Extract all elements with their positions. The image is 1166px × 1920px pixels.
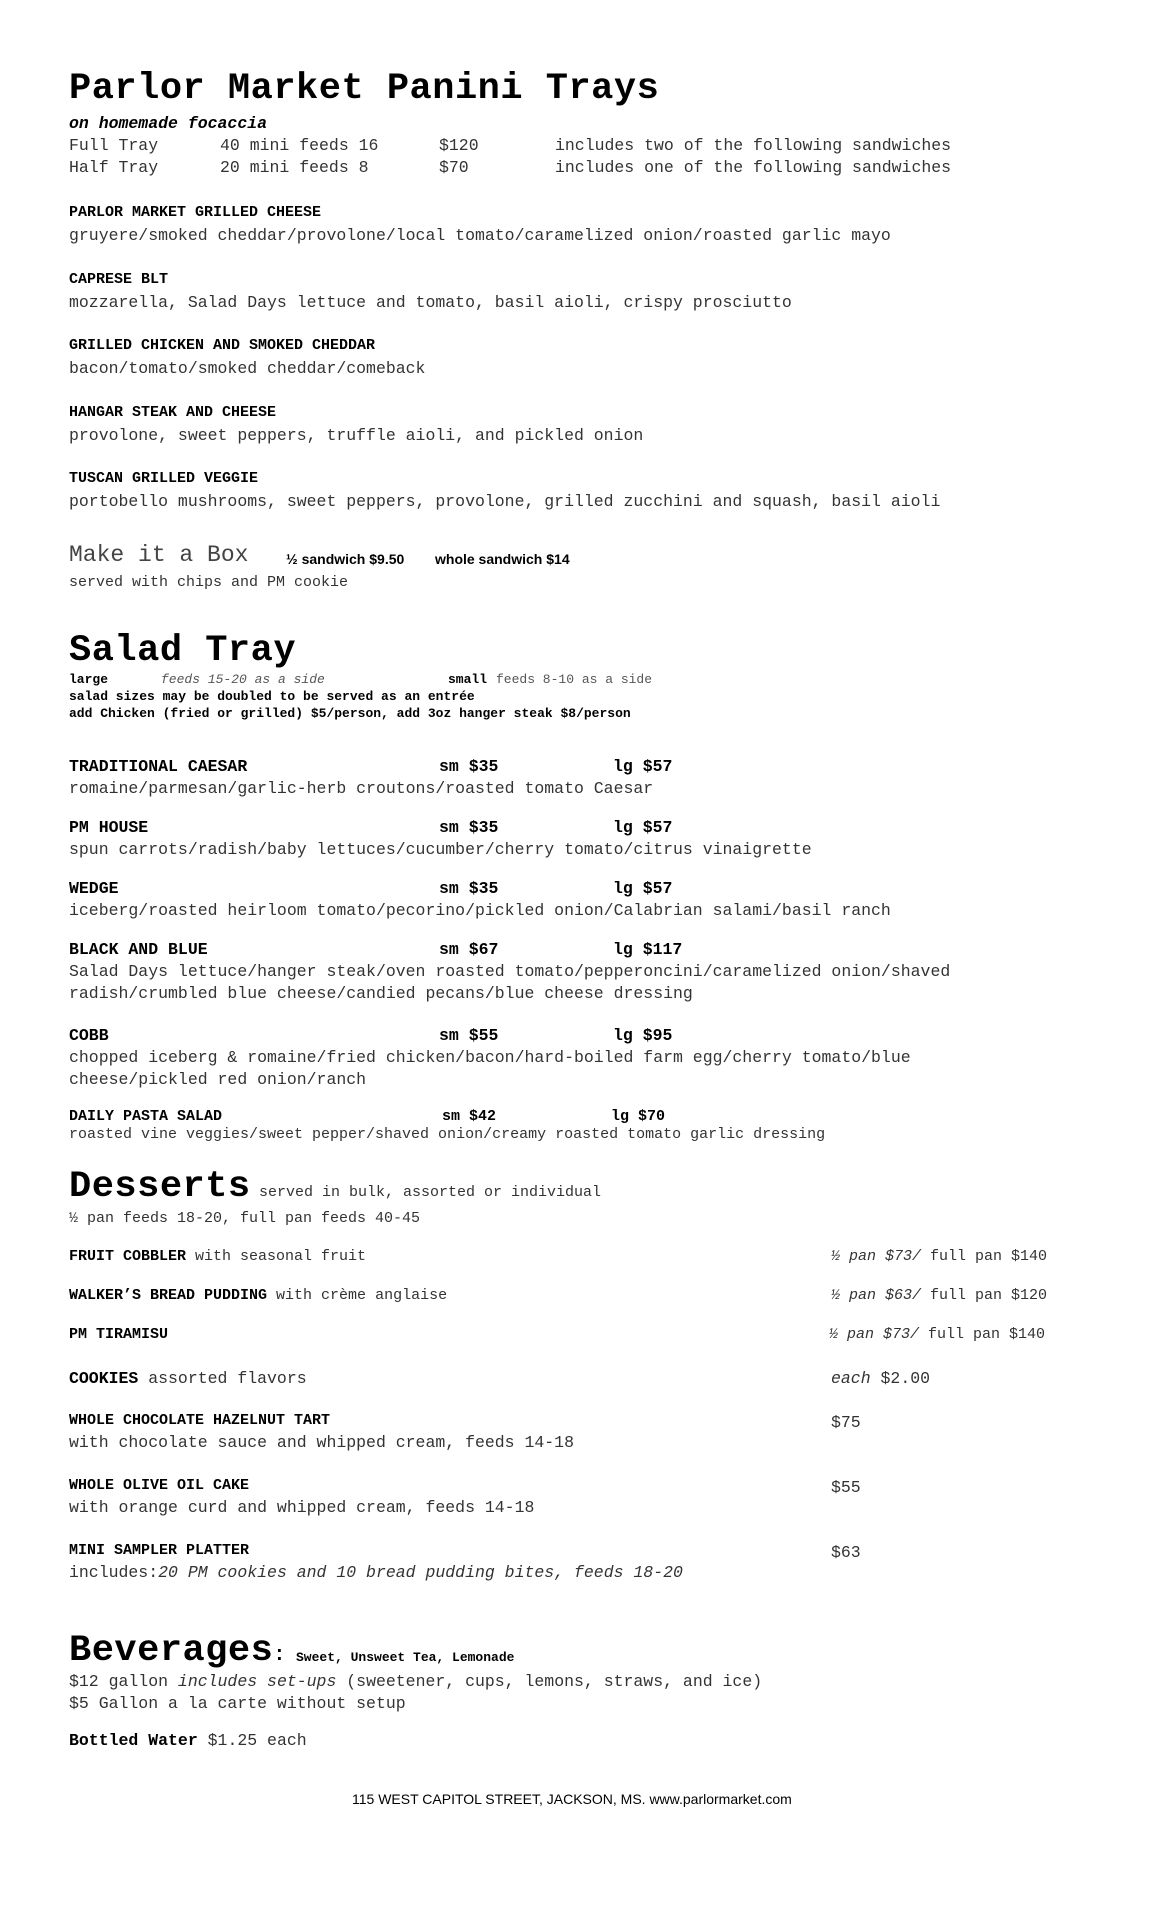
dessert-special-name: MINI SAMPLER PLATTER: [69, 1542, 250, 1559]
salad-sm-price: sm $55: [439, 1026, 499, 1045]
salad-sm-price: sm $67: [439, 940, 499, 959]
water-price: $1.25 each: [197, 1731, 307, 1750]
sandwich-desc: gruyere/smoked cheddar/provolone/local tomato/caramelized onion/roasted garlic mayo: [69, 226, 891, 245]
dessert-special-name: WHOLE OLIVE OIL CAKE: [69, 1477, 250, 1494]
tray-half-size: 20 mini feeds 8: [220, 158, 369, 177]
salad-lg-price: lg $70: [611, 1108, 666, 1125]
dessert-price-half: ½ pan $63/: [831, 1287, 922, 1304]
salad-desc: Salad Days lettuce/hanger steak/oven roasted tomato/pepperoncini/caramelized onion/shaved: [69, 962, 951, 981]
dessert-price: [831, 1368, 930, 1390]
sandwich-desc: bacon/tomato/smoked cheddar/comeback: [69, 359, 426, 378]
salad-name: DAILY PASTA SALAD: [69, 1108, 223, 1125]
sandwich-name: TUSCAN GRILLED VEGGIE: [69, 470, 259, 487]
sampler-includes: includes:: [69, 1563, 159, 1582]
salad-small-label: small: [448, 672, 488, 687]
dessert-item: [69, 1368, 307, 1390]
dessert-special-price: $75: [831, 1413, 861, 1432]
panini-subtitle: on homemade focaccia: [69, 114, 268, 133]
dessert-item: [69, 1326, 168, 1343]
dessert-name: WALKER’S BREAD PUDDING: [69, 1287, 268, 1304]
sandwich-name: PARLOR MARKET GRILLED CHEESE: [69, 204, 322, 221]
dessert-detail: with seasonal fruit: [186, 1248, 367, 1265]
salad-sm-price: sm $35: [439, 879, 499, 898]
salad-note-addons: add Chicken (fried or grilled) $5/person, add 3oz hanger steak $8/person: [69, 706, 631, 721]
salad-sm-price: sm $35: [439, 757, 499, 776]
tray-full-note: includes two of the following sandwiches: [555, 136, 952, 155]
gallon-details: (sweetener, cups, lemons, straws, and ice): [336, 1672, 763, 1691]
dessert-price-each: each: [831, 1369, 871, 1388]
tray-half-price: $70: [439, 158, 469, 177]
salad-desc: chopped iceberg & romaine/fried chicken/bacon/hard-boiled farm egg/cherry tomato/blue: [69, 1048, 911, 1067]
tray-full-size: 40 mini feeds 16: [220, 136, 379, 155]
desserts-title-note: served in bulk, assorted or individual: [259, 1184, 602, 1201]
salad-lg-price: lg $57: [613, 818, 673, 837]
beverages-colon: :: [273, 1644, 286, 1667]
salad-sm-price: sm $35: [439, 818, 499, 837]
dessert-price-full: full pan $140: [921, 1248, 1048, 1265]
tray-half-note: includes one of the following sandwiches: [555, 158, 952, 177]
salad-desc: iceberg/roasted heirloom tomato/pecorino/pickled onion/Calabrian salami/basil ranch: [69, 901, 891, 920]
salad-desc: romaine/parmesan/garlic-herb croutons/roasted tomato Caesar: [69, 779, 654, 798]
salad-large-label: large: [69, 672, 109, 687]
dessert-price: [831, 1287, 1047, 1304]
dessert-price-half: ½ pan $73/: [831, 1248, 922, 1265]
dessert-name: FRUIT COBBLER: [69, 1248, 187, 1265]
dessert-detail: assorted flavors: [138, 1369, 307, 1388]
footer-address: 115 WEST CAPITOL STREET, JACKSON, MS. www.parlormarket.com: [352, 1791, 792, 1807]
tray-half-name: Half Tray: [69, 158, 159, 177]
dessert-name: COOKIES: [69, 1369, 139, 1388]
desserts-sizes: ½ pan feeds 18-20, full pan feeds 40-45: [69, 1210, 421, 1227]
salad-large-feeds: feeds 15-20 as a side: [161, 672, 325, 687]
salad-lg-price: lg $117: [613, 940, 683, 959]
salad-name: BLACK AND BLUE: [69, 940, 208, 959]
sandwich-desc: mozzarella, Salad Days lettuce and tomato, basil aioli, crispy prosciutto: [69, 293, 792, 312]
gallon-setups: includes set-ups: [177, 1672, 337, 1691]
salad-name: TRADITIONAL CAESAR: [69, 757, 248, 776]
gallon-price: $12 gallon: [69, 1672, 178, 1691]
salad-note-entree: salad sizes may be doubled to be served as an entrée: [69, 689, 475, 704]
dessert-special-desc: with orange curd and whipped cream, feeds 14-18: [69, 1498, 535, 1517]
dessert-price-full: full pan $120: [921, 1287, 1048, 1304]
dessert-item: [69, 1248, 366, 1265]
beverages-title: Beverages: [69, 1630, 274, 1672]
dessert-special-price: $55: [831, 1478, 861, 1497]
water-label: Bottled Water: [69, 1731, 198, 1750]
salad-lg-price: lg $57: [613, 757, 673, 776]
box-title: Make it a Box: [69, 542, 249, 568]
dessert-price-half: ½ pan $73/: [829, 1326, 920, 1343]
box-half-price: ½ sandwich $9.50: [286, 551, 405, 567]
dessert-detail: with crème anglaise: [267, 1287, 448, 1304]
salad-lg-price: lg $57: [613, 879, 673, 898]
salad-desc: roasted vine veggies/sweet pepper/shaved onion/creamy roasted tomato garlic dressing: [69, 1126, 826, 1143]
dessert-special-desc: [69, 1562, 683, 1584]
box-note: served with chips and PM cookie: [69, 574, 349, 591]
dessert-price: [831, 1248, 1047, 1265]
sampler-contents: 20 PM cookies and 10 bread pudding bites, feeds 18-20: [158, 1563, 683, 1582]
salad-sm-price: sm $42: [442, 1108, 497, 1125]
beverages-alacarte: $5 Gallon a la carte without setup: [69, 1694, 406, 1713]
salad-lg-price: lg $95: [613, 1026, 673, 1045]
sandwich-desc: provolone, sweet peppers, truffle aioli, and pickled onion: [69, 426, 644, 445]
beverages-heading: [69, 1630, 285, 1672]
bottled-water: [69, 1730, 307, 1752]
dessert-special-price: $63: [831, 1543, 861, 1562]
salad-name: COBB: [69, 1026, 109, 1045]
salad-name: WEDGE: [69, 879, 119, 898]
sandwich-desc: portobello mushrooms, sweet peppers, provolone, grilled zucchini and squash, basil aioli: [69, 492, 941, 511]
tray-full-price: $120: [439, 136, 479, 155]
salad-desc-cont: radish/crumbled blue cheese/candied pecans/blue cheese dressing: [69, 984, 693, 1003]
salad-desc-cont: cheese/pickled red onion/ranch: [69, 1070, 367, 1089]
beverages-gallon: [69, 1671, 762, 1693]
salad-small-feeds: feeds 8-10 as a side: [496, 672, 653, 687]
salad-name: PM HOUSE: [69, 818, 149, 837]
panini-title: Parlor Market Panini Trays: [69, 68, 660, 110]
salad-title: Salad Tray: [69, 630, 297, 672]
box-whole-price: whole sandwich $14: [435, 551, 570, 567]
sandwich-name: CAPRESE BLT: [69, 271, 169, 288]
tray-full-name: Full Tray: [69, 136, 159, 155]
sandwich-name: GRILLED CHICKEN AND SMOKED CHEDDAR: [69, 337, 376, 354]
dessert-name: PM TIRAMISU: [69, 1326, 169, 1343]
dessert-price: [829, 1326, 1045, 1343]
desserts-title: Desserts: [69, 1166, 251, 1208]
dessert-special-name: WHOLE CHOCOLATE HAZELNUT TART: [69, 1412, 331, 1429]
dessert-price-full: full pan $140: [919, 1326, 1046, 1343]
beverages-list: Sweet, Unsweet Tea, Lemonade: [296, 1650, 515, 1665]
salad-desc: spun carrots/radish/baby lettuces/cucumber/cherry tomato/citrus vinaigrette: [69, 840, 812, 859]
dessert-price-value: $2.00: [870, 1369, 931, 1388]
sandwich-name: HANGAR STEAK AND CHEESE: [69, 404, 277, 421]
dessert-special-desc: with chocolate sauce and whipped cream, feeds 14-18: [69, 1433, 574, 1452]
dessert-item: [69, 1287, 447, 1304]
